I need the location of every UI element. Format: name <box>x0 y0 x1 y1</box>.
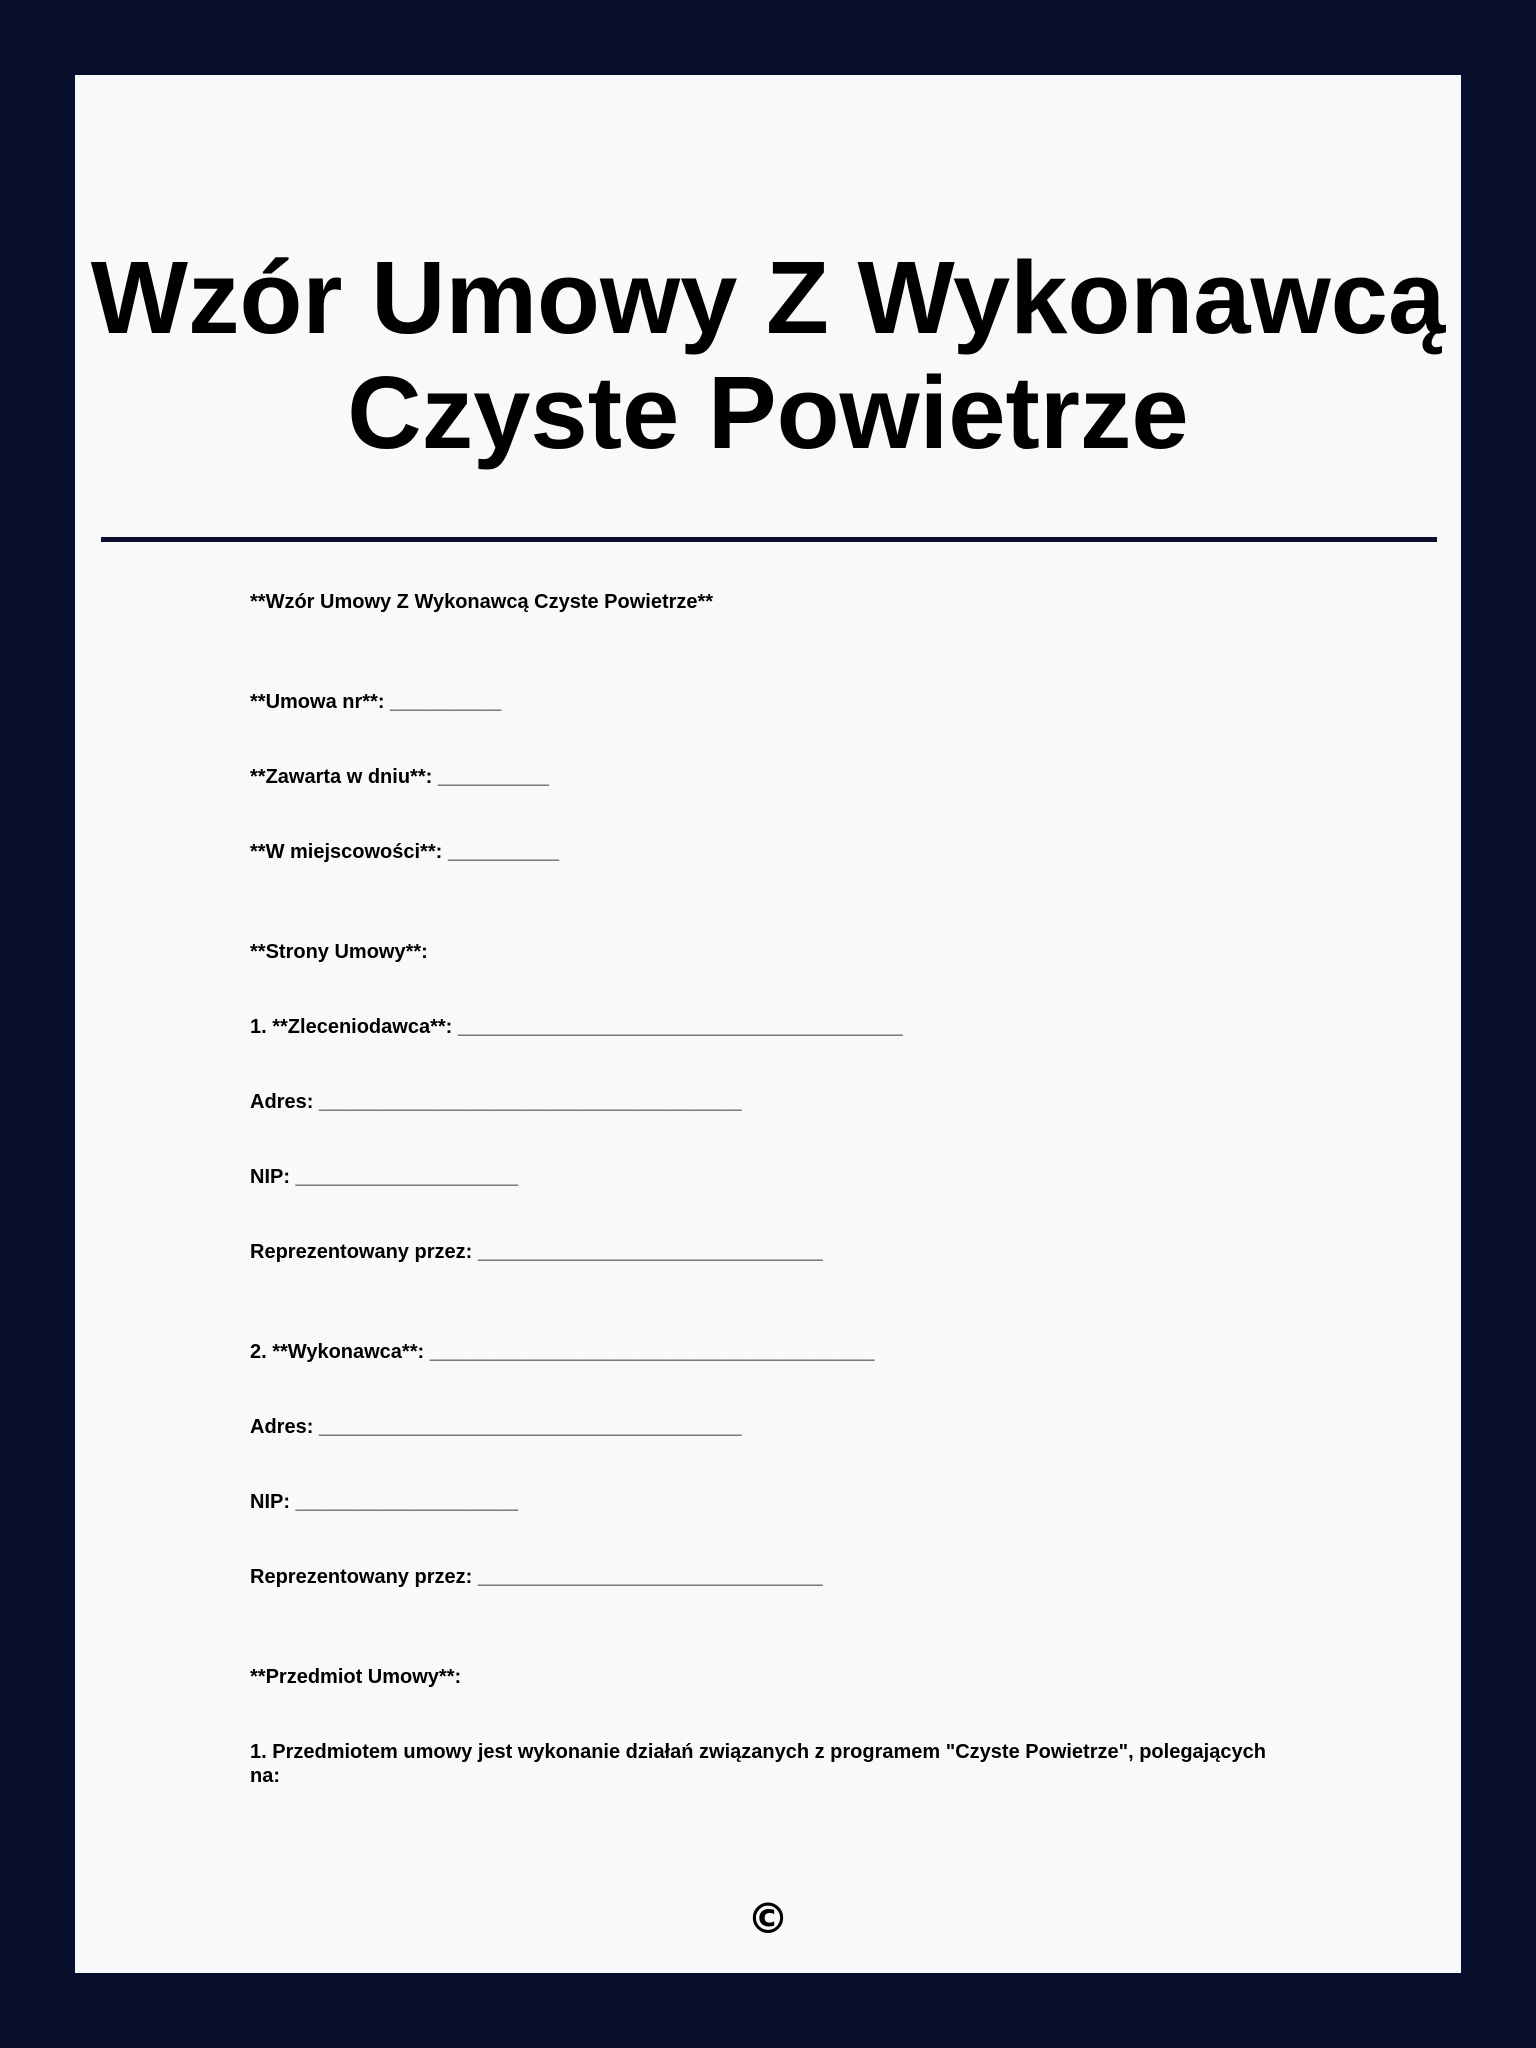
contract-number-field: **Umowa nr**: __________ <box>250 691 502 713</box>
title-line-1: Wzór Umowy Z Wykonawcą <box>90 240 1446 355</box>
title-divider <box>101 537 1437 542</box>
subject-heading: **Przedmiot Umowy**: <box>250 1666 462 1688</box>
contractor-address-field: Adres: ______________________________________ <box>250 1416 742 1438</box>
client-nip-field: NIP: ____________________ <box>250 1166 519 1188</box>
copyright-icon: © <box>747 1894 789 1943</box>
title-line-2: Czyste Powietrze <box>347 355 1189 470</box>
document-heading: **Wzór Umowy Z Wykonawcą Czyste Powietrze** <box>250 591 714 613</box>
contractor-name-field: 2. **Wykonawca**: ________________________________________ <box>250 1341 875 1363</box>
document-title <box>75 240 1461 470</box>
concluded-date-field: **Zawarta w dniu**: __________ <box>250 766 550 788</box>
contractor-nip-field: NIP: ____________________ <box>250 1491 519 1513</box>
client-representative-field: Reprezentowany przez: _______________________________ <box>250 1241 823 1263</box>
subject-item-1: 1. Przedmiotem umowy jest wykonanie działań związanych z programem "Czyste Powietrze", polegających na: <box>250 1741 1266 1787</box>
location-field: **W miejscowości**: __________ <box>250 841 560 863</box>
parties-heading: **Strony Umowy**: <box>250 941 428 963</box>
client-address-field: Adres: ______________________________________ <box>250 1091 742 1113</box>
document-page <box>75 75 1461 1973</box>
contractor-representative-field: Reprezentowany przez: _______________________________ <box>250 1566 823 1588</box>
client-name-field: 1. **Zleceniodawca**: ________________________________________ <box>250 1016 903 1038</box>
